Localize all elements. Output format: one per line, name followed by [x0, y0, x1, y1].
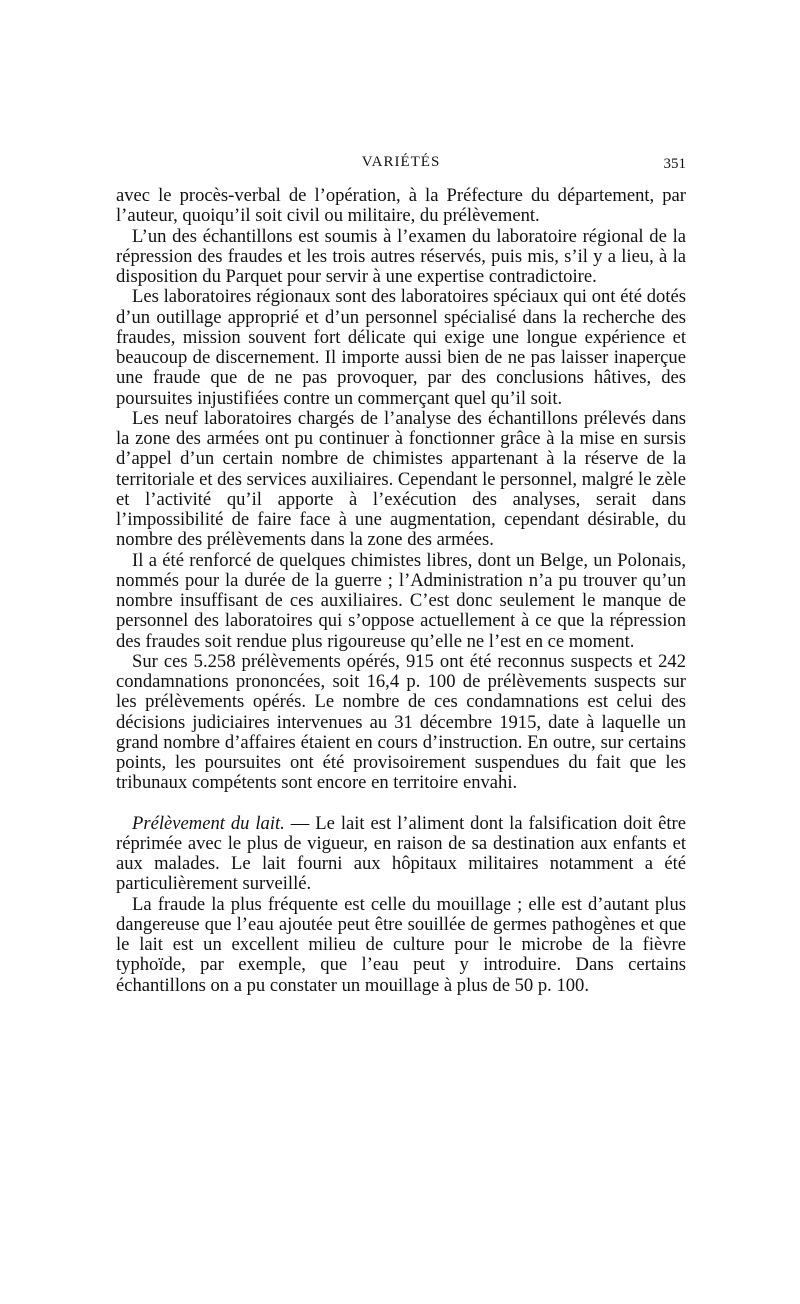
paragraph-chemists: Il a été renforcé de quelques chimistes libres, dont un Belge, un Polonais, nommés pour la durée de la guerre ; l’Administration n’a pu trouver qu’un nombre insuffisant de ces auxiliaires. C’est donc seulement le manque de personnel des laboratoires qui s’oppose actuellement à ce que la répression des fraudes soit rendue plus rigoureuse qu’elle ne l’est en ce moment.	[116, 549, 686, 652]
page-number: 351	[663, 156, 686, 172]
section-milk	[116, 814, 686, 996]
paragraph-samples: L’un des échantillons est soumis à l’examen du laboratoire régional de la répression des fraudes et les trois autres réservés, puis mis, s’il y a lieu, à la disposition du Parquet pour servir à une expertise contradictoire.	[116, 225, 686, 287]
running-title: VARIÉTÉS	[361, 154, 441, 170]
paragraph-regional-labs: Les laboratoires régionaux sont des laboratoires spéciaux qui ont été dotés d’un outillage approprié et d’un personnel spécialisé dans la recherche des fraudes, mission souvent fort délicate qui exige une longue expérience et beaucoup de discernement. Il importe aussi bien de ne pas laisser inaperçue une fraude que de ne pas provoquer, par des conclusions hâtives, des poursuites injustifiées contre un commerçant quel qu’il soit.	[116, 286, 686, 409]
paragraph-statistics: Sur ces 5.258 prélèvements opérés, 915 ont été reconnus suspects et 242 condamnations prononcées, soit 16,4 p. 100 de prélèvements suspects sur les prélèvements opérés. Le nombre de ces condamnations est celui des décisions judiciaires intervenues au 31 décembre 1915, date à laquelle un grand nombre d’affaires étaient en cours d’instruction. En outre, sur certains points, les poursuites ont été provisoirement suspendues du fait que les tribunaux compétents sont encore en territoire envahi.	[116, 650, 686, 794]
section-first-paragraph: — Le lait est l’aliment dont la falsification doit être réprimée avec le plus de vigueur, en raison de sa destination aux enfants et aux malades. Le lait fourni aux hôpitaux militaires notamment a été particulièrement surveillé.	[116, 812, 686, 895]
section-title: Prélèvement du lait.	[132, 812, 285, 834]
paragraph-milk-intro	[116, 814, 686, 895]
paragraph-nine-labs: Les neuf laboratoires chargés de l’analyse des échantillons prélevés dans la zone des armées ont pu continuer à fonctionner grâce à la mise en sursis d’appel d’un certain nombre de chimistes appartenant à la réserve de la territoriale et des services auxiliaires. Cependant le personnel, malgré le zèle et l’activité qu’il apporte à l’exécution des analyses, serait dans l’impossibilité de faire face à une augmentation, cependant désirable, du nombre des prélèvements dans la zone des armées.	[116, 407, 686, 551]
body-text	[116, 186, 686, 996]
paragraph-continuation: avec le procès-verbal de l’opération, à la Préfecture du département, par l’auteur, quoiqu’il soit civil ou militaire, du prélèvement.	[116, 185, 686, 227]
page-header	[116, 154, 686, 178]
paragraph-milk-fraud: La fraude la plus fréquente est celle du mouillage ; elle est d’autant plus dangereuse que l’eau ajoutée peut être souillée de germes pathogènes et que le lait est un excellent milieu de culture pour le microbe de la fièvre typhoïde, par exemple, que l’eau peut y introduire. Dans certains échantillons on a pu constater un mouillage à plus de 50 p. 100.	[116, 893, 686, 996]
